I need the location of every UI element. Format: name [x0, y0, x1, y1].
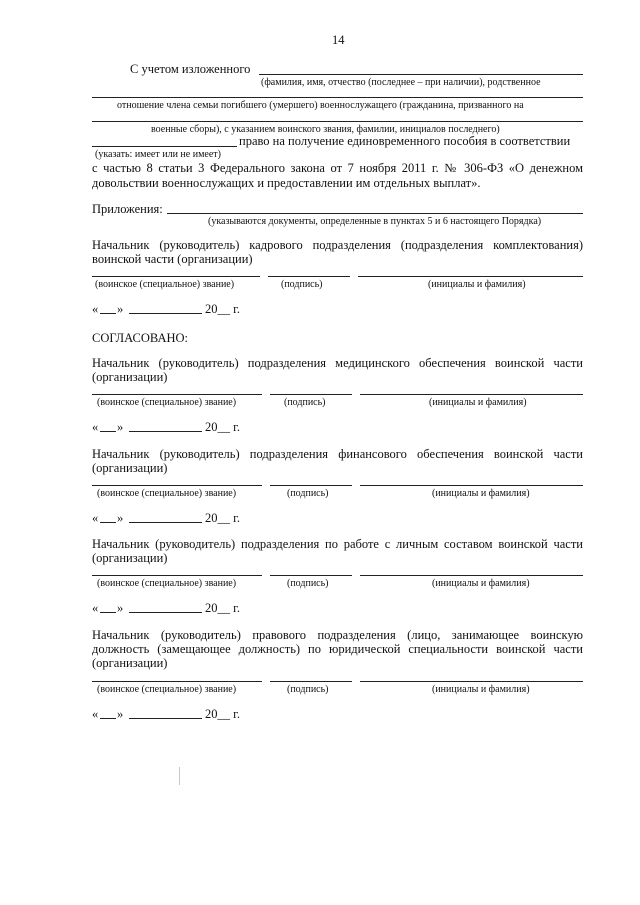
scan-artifact — [179, 767, 180, 785]
rank-fill-line — [92, 121, 583, 122]
signer-title-line: воинской части (организации) — [92, 252, 253, 266]
name-sign-line — [360, 575, 583, 576]
rank-caption: (воинское (специальное) звание) — [97, 578, 237, 589]
signer-title-line: (организации) — [92, 551, 168, 565]
signature-caption: (подпись) — [287, 684, 329, 695]
has-right-fill-line — [92, 146, 237, 147]
date-year: 20__ г. — [205, 707, 240, 721]
month-fill-line — [129, 522, 202, 523]
date-quote-open: « — [92, 707, 99, 721]
rank-sign-line — [92, 485, 262, 486]
rank-caption: (воинское (специальное) звание) — [95, 279, 235, 290]
page-number: 14 — [332, 33, 345, 47]
signature-sign-line — [270, 681, 352, 682]
relation-caption: отношение члена семьи погибшего (умершего) военнослужащего (гражданина, призванного на — [117, 100, 524, 111]
rank-caption: (воинское (специальное) звание) — [97, 397, 237, 408]
signer-title-line: (организации) — [92, 461, 168, 475]
rank-caption: (воинское (специальное) звание) — [97, 488, 237, 499]
has-right-caption: (указать: имеет или не имеет) — [95, 149, 221, 160]
name-caption: (инициалы и фамилия) — [428, 279, 526, 290]
month-fill-line — [129, 313, 202, 314]
date-quote-close: » — [117, 420, 124, 434]
rank-sign-line — [92, 575, 262, 576]
rank-caption: военные сборы), с указанием воинского звания, фамилии, инициалов последнего) — [151, 124, 500, 135]
signer-title-line: должность (замещающее должность) по юридической специальности воинской части — [92, 642, 583, 656]
month-fill-line — [129, 718, 202, 719]
date-quote-close: » — [117, 511, 124, 525]
signer-title-line: (организации) — [92, 656, 168, 670]
signer-title-line: Начальник (руководитель) кадрового подразделения (подразделения комплектования) — [92, 238, 583, 252]
month-fill-line — [129, 612, 202, 613]
signature-caption: (подпись) — [287, 578, 329, 589]
name-sign-line — [358, 276, 583, 277]
day-fill-line — [100, 612, 116, 613]
name-caption: (инициалы и фамилия) — [432, 488, 530, 499]
attachments-fill-line — [167, 213, 583, 214]
name-sign-line — [360, 681, 583, 682]
rank-sign-line — [92, 276, 260, 277]
signer-title-line: Начальник (руководитель) подразделения по работе с личным составом воинской части — [92, 537, 583, 551]
attachments-label: Приложения: — [92, 202, 163, 216]
rank-sign-line — [92, 681, 262, 682]
signature-sign-line — [270, 485, 352, 486]
date-quote-open: « — [92, 511, 99, 525]
name-caption: (инициалы и фамилия) — [429, 397, 527, 408]
date-year: 20__ г. — [205, 302, 240, 316]
date-quote-close: » — [117, 601, 124, 615]
date-quote-close: » — [117, 707, 124, 721]
date-quote-open: « — [92, 420, 99, 434]
date-year: 20__ г. — [205, 511, 240, 525]
name-sign-line — [360, 485, 583, 486]
signer-title-line: Начальник (руководитель) подразделения финансового обеспечения воинской части — [92, 447, 583, 461]
name-caption: (инициалы и фамилия) — [432, 684, 530, 695]
date-year: 20__ г. — [205, 420, 240, 434]
signature-caption: (подпись) — [284, 397, 326, 408]
name-sign-line — [360, 394, 583, 395]
name-caption: (инициалы и фамилия) — [432, 578, 530, 589]
signature-caption: (подпись) — [281, 279, 323, 290]
rank-caption: (воинское (специальное) звание) — [97, 684, 237, 695]
signature-caption: (подпись) — [287, 488, 329, 499]
signer-title-line: (организации) — [92, 370, 168, 384]
day-fill-line — [100, 718, 116, 719]
day-fill-line — [100, 431, 116, 432]
date-quote-open: « — [92, 601, 99, 615]
name-fill-line — [259, 74, 583, 75]
relation-fill-line — [92, 97, 583, 98]
signer-title-line: Начальник (руководитель) подразделения медицинского обеспечения воинской части — [92, 356, 583, 370]
rank-sign-line — [92, 394, 262, 395]
law-reference-line-1: с частью 8 статьи 3 Федерального закона от 7 ноября 2011 г. № 306-ФЗ «О денежном — [92, 161, 583, 175]
day-fill-line — [100, 313, 116, 314]
approved-heading: СОГЛАСОВАНО: — [92, 331, 189, 345]
name-caption: (фамилия, имя, отчество (последнее – при наличии), родственное — [261, 77, 541, 88]
date-quote-close: » — [117, 302, 124, 316]
attachments-caption: (указываются документы, определенные в пунктах 5 и 6 настоящего Порядка) — [208, 216, 542, 227]
date-year: 20__ г. — [205, 601, 240, 615]
intro-lead-text: С учетом изложенного — [130, 62, 251, 76]
date-quote-open: « — [92, 302, 99, 316]
right-statement: право на получение единовременного пособия в соответствии — [239, 134, 571, 148]
signature-sign-line — [270, 575, 352, 576]
signer-title-line: Начальник (руководитель) правового подразделения (лицо, занимающее воинскую — [92, 628, 583, 642]
law-reference-line-2: довольствии военнослужащих и предоставлении им отдельных выплат». — [92, 176, 481, 190]
signature-sign-line — [270, 394, 352, 395]
day-fill-line — [100, 522, 116, 523]
signature-sign-line — [268, 276, 350, 277]
month-fill-line — [129, 431, 202, 432]
